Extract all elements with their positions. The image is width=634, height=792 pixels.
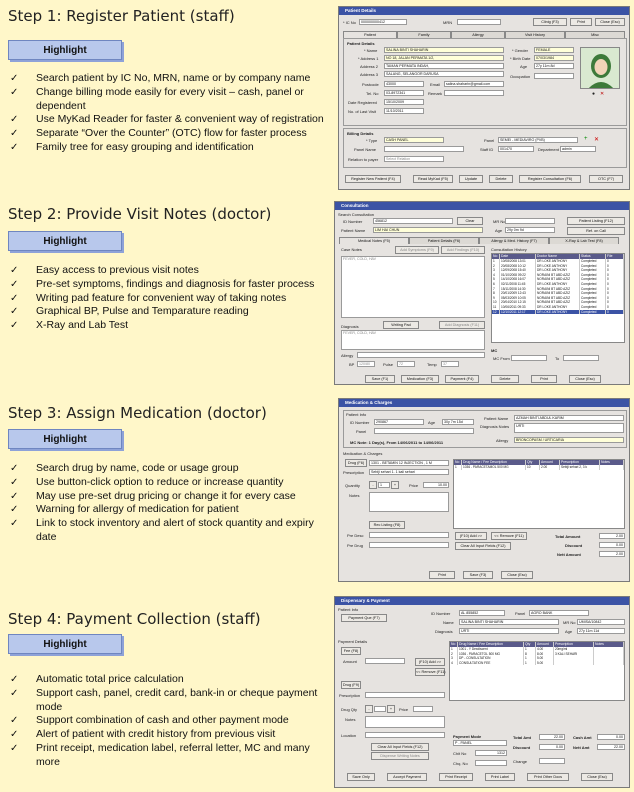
consultation-history-table: No Date Doctor Name Status File 1 10/08/2008 13:01 DR LOKE ANTHONY Completed 0 2 20/08/2008 10:12 DR LOKE ANTHONY Completed 0 3 12/09/2008 15:40 DR LOKE ANTHONY Completed 0 4 01/10/2008 09:22 NORAINI BT ABD AZIZ Completed 0 5 14/10/2008 16:07 NORAINI BT ABD AZIZ Completed 0 6 02/11/2008 11:45 DR LOKE ANTHONY Completed 0 7 15/11/2008 14:30 NORAINI BT ABD AZIZ Completed 0 8 20/01/2009 12:43 NORAINI BT ABD AZIZ Completed 0 9 05/03/2009 10:05 NORAINI BT ABD AZIZ Completed 0 10 20/04/2010 12:15 NORAINI BT ABD AZIZ Completed 0 11 10/06/2011 09:33 DR LOKE ANTHONY Completed 0 12 12/10/2011 12:17 DR LOKE ANTHONY Completed 0 [491, 253, 625, 343]
allergy-field [357, 352, 485, 358]
add-symptoms-button[interactable]: Add Symptoms (F9) [395, 246, 439, 254]
check-icon: ✓ [10, 278, 19, 290]
payment-items-table: No Drug Name / Fee Description Qty Amount Prescription Notes 1 1001 - Y Dexdiscent 1 4.00 20mg/ml 2 1036 - PARACETOL 500 MG 8 8.00 3 KALI SEHARI 3 DP - CONSULTATION 1 5.00 4 CONSULTATION FEE 1 5.00 [449, 641, 625, 701]
address2-input[interactable]: TAMAN PERMATA INDAH, [384, 63, 504, 69]
diagnosis-textarea[interactable]: FEVER, COLD, HAV [341, 330, 485, 350]
list-item: ✓ Support combination of cash and other payment mode [10, 714, 289, 727]
tel-input[interactable]: 03-8972341 [384, 90, 424, 96]
remove-button[interactable]: << Remove (F11) [416, 670, 446, 674]
check-icon: ✓ [10, 687, 19, 699]
diagnosis-field: URTI [459, 628, 559, 634]
print-button[interactable]: Print [570, 18, 592, 26]
list-item: ✓ Change billing mode easily for every visit – cash, panel or dependent [10, 85, 304, 112]
close-button[interactable]: Close (Esc) [581, 773, 613, 781]
clear-button[interactable]: Clear [457, 217, 483, 225]
cheque-no-input[interactable] [475, 760, 507, 766]
read-mykad-button[interactable]: Read MyKad (F5) [413, 175, 453, 183]
otc-button[interactable]: OTC (F7) [589, 175, 623, 183]
close-button[interactable]: Close (Esc) [569, 375, 601, 383]
allergy-field: BRONCOPASM / URTICARIA [514, 437, 624, 443]
date-registered-field: 15/10/2009 [384, 99, 424, 105]
delete-button[interactable]: Delete [489, 175, 513, 183]
patient-name-input[interactable]: LIM HAI CHUN [373, 227, 483, 233]
add-diagnosis-button[interactable]: Add Diagnosis (F11) [439, 321, 485, 329]
window-title: Consultation [335, 202, 629, 210]
writing-pad-button[interactable]: Writing Pad [383, 321, 419, 329]
drug-button[interactable]: Drug (F9) [342, 683, 360, 687]
step1-title: Step 1: Register Patient (staff) [8, 7, 235, 25]
panel-field: AGRO BANK [529, 610, 589, 616]
remove-button[interactable]: << Remove (F11) [491, 532, 527, 540]
total-amount-field: 2.00 [599, 533, 625, 539]
change-field [539, 758, 565, 764]
ref-on-call-button[interactable]: Ref. on Call [567, 227, 625, 235]
tab-allergy-history[interactable]: Allergy & Med. History (F7) [479, 237, 549, 244]
list-item: ✓ Graphical BP, Pulse and Temparature reading [10, 305, 249, 318]
discount-input[interactable]: 0.00 [599, 542, 625, 548]
table-row[interactable]: 4 CONSULTATION FEE 1 5.00 [450, 661, 624, 666]
list-item: ✓ Link to stock inventory and alert of stock quantity and expiry date [10, 517, 314, 543]
price-input[interactable]: 10.00 [423, 482, 449, 488]
medication-table: No Drug Name / Fee Description Qty Amount Prescription Notes 1 1036 - PARACETAMOL 500 MG 10 2.00 Sebiji sehari 2, 3 k [453, 459, 625, 529]
list-item: ✓ Easy access to previous visit notes [10, 264, 199, 276]
patient-name-field: SALINA BINTI SHAHARIN [459, 619, 559, 625]
check-icon: ✓ [10, 292, 19, 304]
list-item: ✓ Search patient by IC No, MRN, name or by company name [10, 72, 311, 84]
list-item: ✓ Print receipt, medication label, referral letter, MC and many more [10, 741, 310, 768]
register-consultation-button[interactable]: Register Consultation (F6) [519, 175, 581, 183]
prescription-input[interactable]: Sebiji sehari 1. 1 kali sehari [369, 469, 449, 475]
id-number-input[interactable]: 456812 [373, 218, 453, 224]
tab-family[interactable]: Family [397, 31, 451, 38]
check-icon: ✓ [10, 463, 19, 474]
remark-input[interactable] [444, 90, 504, 96]
increase-qty-button[interactable]: + [387, 705, 395, 713]
step2-title: Step 2: Provide Visit Notes (doctor) [8, 205, 272, 223]
table-row[interactable]: 1 1001 - Y Dexdiscent 1 4.00 20mg/ml [450, 647, 624, 652]
list-item: ✓ Writing pad feature for convenient way of taking notes [10, 291, 287, 304]
address3-input[interactable]: SALANG, SELANGOR DARUSA [384, 71, 504, 77]
list-item: ✓ Use button-click option to reduce or increase quantity [10, 475, 284, 488]
rec-listing-button[interactable]: Rec Listing (F8) [369, 521, 405, 529]
address1-input[interactable]: NO 18, JALAN PERMATA 1/2, [384, 55, 504, 61]
mc-from-date[interactable] [511, 355, 547, 361]
check-icon: ✓ [10, 320, 19, 332]
last-visit-field: 11/10/2011 [384, 108, 424, 114]
check-icon: ✓ [10, 674, 19, 685]
table-row[interactable]: 12 12/10/2011 12:17 DR LOKE ANTHONY Completed 0 [492, 310, 624, 315]
fee-amount-input[interactable] [365, 658, 405, 664]
payment-window: Dispensary & Payment Patient Info Payment Que (F7) ID Number AL 855852 Panel AGRO BANK Name SALINA BINTI SHAHARIN MR No UMISA/10842 Diagnosis URTI Age 27y 11m 11d Payment Details Fee (F8) Amount (F10) Add >> << Remove (F11) Drug (F9) Prescription Drug Qty - + Price Notes Location Clear All Input Fields (F12) Dispense Writing Notes No Drug Name / Fee Description Qty Amount Prescription Notes 1 1001 - Y Dexdiscent 1 4.00 20mg/ml 2 1036 - PARACETOL 500 MG 8 8.00 3 KALI SEHARI 3 DP - CONSULTATION 1 5.00 4 CONSULTATION FEE 1 5.00 Payment Mode P - PANEL Chit No 1312 Chq. No Total Amt 22.00 Discount 0.00 Change Cash Amt 0.00 Nett Amt 22.00 Save Only Accept Payment Print Receipt Print Label Print Other Docs Close (Esc) [334, 596, 630, 788]
panel-name-input[interactable] [384, 146, 464, 152]
diagnosis-field: URTI [514, 423, 624, 433]
id-number-field: AL 855852 [459, 610, 505, 616]
add-button[interactable]: (F10) Add >> [415, 658, 445, 666]
remove-panel-icon[interactable]: ✕ [594, 137, 600, 143]
medication-button[interactable]: Medication (F3) [401, 375, 439, 383]
postcode-input[interactable]: 43000 [384, 81, 424, 87]
payment-mode-select[interactable]: P - PANEL [453, 740, 507, 746]
list-item: ✓ Pre-set symptoms, findings and diagnosis for faster process [10, 277, 315, 290]
list-item: ✓ Family tree for easy grouping and identification [10, 140, 254, 153]
print-receipt-button[interactable]: Print Receipt [439, 773, 473, 781]
check-icon: ✓ [10, 265, 19, 276]
accept-payment-button[interactable]: Accept Payment [387, 773, 427, 781]
tab-xray-lab[interactable]: X-Ray & Lab Test (F8) [549, 237, 619, 244]
birth-date-input[interactable]: 07/03/1984 [534, 55, 574, 61]
print-button[interactable]: Print [531, 375, 557, 383]
email-input[interactable]: salina.shaharin@gmail.com [444, 81, 504, 87]
tab-misc[interactable]: Misc [565, 31, 625, 38]
mc-to-date[interactable] [563, 355, 599, 361]
table-row[interactable]: 10 20/04/2010 12:15 NORAINI BT ABD AZIZ Completed 0 [492, 300, 624, 305]
table-row[interactable]: 6 02/11/2008 11:45 DR LOKE ANTHONY Completed 0 [492, 282, 624, 287]
window-title: Dispensary & Payment [335, 597, 629, 605]
table-row[interactable]: 7 15/11/2008 14:30 NORAINI BT ABD AZIZ Completed 0 [492, 287, 624, 292]
list-item: ✓ Separate “Over the Counter” (OTC) flow for faster process [10, 127, 307, 140]
step4-bullet-list [10, 673, 330, 770]
step1-highlight-badge: Highlight [8, 40, 122, 60]
step3-bullet-list [10, 462, 330, 545]
billing-details-group: Billing Details * Type CASH PANEL Panel SEMEI - MEDIAVIRO (PVB) + ✕ Panel Name Staff ID 001470 Department admin Relation to payer Select Relation [343, 128, 627, 168]
table-row[interactable]: 3 12/09/2008 15:40 DR LOKE ANTHONY Completed 0 [492, 268, 624, 273]
check-icon: ✓ [10, 715, 19, 727]
list-item: ✓ Search drug by name, code or usage group [10, 462, 239, 474]
check-icon: ✓ [10, 306, 19, 318]
patient-info-group: Patient Info ID Number 290867 Age 30y 7m 15d Panel Patient Name AZMAH BINTI ABDUL KARIM Diagnosis Notes URTI MC Note: 1 Day(s), From 14/06/2011 to 14/06/2011 Allergy BRONCOPASM / URTICARIA [343, 410, 627, 448]
clinig-button[interactable]: Clinig (F3) [533, 18, 567, 26]
save-button[interactable]: Save (F3) [463, 571, 493, 579]
total-amount-field: 22.00 [539, 734, 565, 740]
decrease-qty-button[interactable]: - [369, 481, 377, 489]
case-notes-textarea[interactable]: FEVER, COLD, HAV [341, 256, 485, 318]
discount-input[interactable]: 0.00 [539, 744, 565, 750]
table-row[interactable]: 4 01/10/2008 09:22 NORAINI BT ABD AZIZ Completed 0 [492, 273, 624, 278]
age-field: 27y 11m 11d [577, 628, 625, 634]
check-icon: ✓ [10, 73, 19, 84]
check-icon: ✓ [10, 114, 19, 126]
tab-patient-details[interactable]: Patient Details (F6) [409, 237, 479, 244]
patient-details-window: Patient Details * IC No 000000000412 MRN Clinig (F3) Print Close (Esc) Patient Family Allergy Visit History Misc Patient Details * Name SALINA BINTI SHAHARIN * Address 1 NO 18, JALAN PERMATA 1/2, Address 2 TAMAN PERMATA INDAH, Address 3 SALANG, SELANGOR DARUSA Postcode 43000 Email salina.shaharin@gmail.com Tel. No 03-8972341 Remark Date Registered 15/10/2009 No. of Last Visit 11/10/2011 * Gender FEMALE * Birth Date 07/03/1984 Age 27y 11m 8d Occupation ● ✕ Billing Details * Type CASH PANEL Panel SEMEI - MEDIAVIRO (PVB) + ✕ Panel Name Staff ID 001470 Department admin Relation to payer Select Relation Register New Patient (F4) Read MyKad (F5) Update Delete Register Consultation (F6) OTC (F7) [338, 6, 630, 190]
age-field: 30y 7m 15d [442, 419, 474, 425]
temp-input[interactable]: 37 [441, 361, 459, 367]
step2-highlight-badge: Highlight [8, 231, 122, 251]
add-findings-button[interactable]: Add Findings (F10) [441, 246, 485, 254]
mrn-input[interactable] [457, 19, 501, 25]
consultation-window: Consultation Search Consultation ID Number 456812 Clear MR No Patient Name LIM HAI CHUN Age 29y 0m 9d Patient Listing (F12) Ref. on Call Medical Notes (F5) Patient Details (F6) Allergy & Med. History (F7) X-Ray & Lab Test (F8) Case Notes Add Symptoms (F9) Add Findings (F10) FEVER, COLD, HAV Writing Pad Add Diagnosis (F11) Diagnosis FEVER, COLD, HAV Allergy BP 120/80 Pulse 72 Temp 37 Consultation History No Date Doctor Name Status File 1 10/08/2008 13:01 DR LOKE ANTHONY Completed 0 2 20/08/2008 10:12 DR LOKE ANTHONY Completed 0 3 12/09/2008 15:40 DR LOKE ANTHONY Completed 0 4 01/10/2008 09:22 NORAINI BT ABD AZIZ Completed 0 5 14/10/2008 16:07 NORAINI BT ABD AZIZ Completed 0 6 02/11/2008 11:45 DR LOKE ANTHONY Completed 0 7 15/11/2008 14:30 NORAINI BT ABD AZIZ Completed 0 8 20/01/2009 12:43 NORAINI BT ABD AZIZ Completed 0 9 05/03/2009 10:05 NORAINI BT ABD AZIZ Completed 0 10 20/04/2010 12:15 NORAINI BT ABD AZIZ Completed 0 11 10/06/2011 09:33 DR LOKE ANTHONY Completed 0 12 12/10/2011 12:17 DR LOKE ANTHONY Completed 0 MC MC From To Save (F1) Medication (F3) Payment (F4) Delete Print Close (Esc) [334, 201, 630, 385]
gender-select[interactable]: FEMALE [534, 47, 574, 53]
fee-button[interactable]: Fee (F8) [341, 647, 361, 655]
close-button[interactable]: Close (Esc) [595, 18, 625, 26]
id-number-field: 290867 [374, 419, 424, 425]
step3-title: Step 3: Assign Medication (doctor) [8, 404, 267, 422]
medication-window: Medication & Charges Patient Info ID Number 290867 Age 30y 7m 15d Panel Patient Name AZMAH BINTI ABDUL KARIM Diagnosis Notes URTI MC Note: 1 Day(s), From 14/06/2011 to 14/06/2011 Allergy BRONCOPASM / URTICARIA Medication & Charges Drug (F6) 1301 - BETAMIN 12 INJECTION , 1 M Prescription Sebiji sehari 1. 1 kali sehari Quantity - 1 + Price 10.00 Notes Rec Listing (F8) No Drug Name / Fee Description Qty Amount Prescription Notes 1 1036 - PARACETAMOL 500 MG 10 2.00 Sebiji sehari 2, 3 k Pre Desc Pre Drug (F10) Add >> << Remove (F11) Clear All Input Fields (F12) Total Amount 2.00 Discount 0.00 Nett Amount 2.00 Print Save (F3) Close (Esc) [338, 398, 630, 582]
clear-all-button[interactable]: Clear All Input Fields (F12) [371, 743, 429, 751]
patient-details-group: Patient Details * Name SALINA BINTI SHAHARIN * Address 1 NO 18, JALAN PERMATA 1/2, Address 2 TAMAN PERMATA INDAH, Address 3 SALANG, SELANGOR DARUSA Postcode 43000 Email salina.shaharin@gmail.com Tel. No 03-8972341 Remark Date Registered 15/10/2009 No. of Last Visit 11/10/2011 * Gender FEMALE * Birth Date 07/03/1984 Age 27y 11m 8d Occupation ● ✕ [343, 38, 627, 126]
drug-select[interactable]: 1301 - BETAMIN 12 INJECTION , 1 M [369, 460, 449, 466]
ic-number-input[interactable]: 000000000412 [359, 19, 407, 25]
check-icon: ✓ [10, 742, 19, 754]
table-row[interactable]: 5 14/10/2008 16:07 NORAINI BT ABD AZIZ Completed 0 [492, 277, 624, 282]
payment-button[interactable]: Payment (F4) [445, 375, 479, 383]
save-only-button[interactable]: Save Only [347, 773, 375, 781]
panel-field [374, 428, 474, 434]
list-item: ✓ Support cash, panel, credit card, bank-in or cheque payment mode [10, 686, 318, 713]
patient-photo-image [581, 48, 620, 89]
save-button[interactable]: Save (F1) [365, 375, 395, 383]
patient-photo [580, 47, 620, 89]
table-row[interactable]: 2 20/08/2008 10:12 DR LOKE ANTHONY Completed 0 [492, 264, 624, 269]
tab-medical-notes[interactable]: Medical Notes (F5) [339, 237, 409, 244]
step1-bullet-list [10, 72, 330, 155]
step3-highlight-badge: Highlight [8, 429, 122, 449]
list-item: ✓ Alert of patient with credit history from previous visit [10, 728, 276, 741]
window-title: Medication & Charges [339, 399, 629, 407]
patient-name-field: AZMAH BINTI ABDUL KARIM [514, 415, 624, 421]
age-field: 29y 0m 9d [505, 227, 555, 233]
clear-all-button[interactable]: Clear All Input Fields (F12) [455, 542, 511, 550]
table-row[interactable]: 1 1036 - PARACETAMOL 500 MG 10 2.00 Sebiji sehari 2, 3 k [454, 465, 624, 470]
table-row[interactable]: 8 20/01/2009 12:43 NORAINI BT ABD AZIZ Completed 0 [492, 291, 624, 296]
table-row[interactable]: 2 1036 - PARACETOL 500 MG 8 8.00 3 KALI SEHARI [450, 652, 624, 657]
window-title: Patient Details [339, 7, 629, 15]
close-button[interactable]: Close (Esc) [501, 571, 533, 579]
table-row[interactable]: 3 DP - CONSULTATION 1 5.00 [450, 656, 624, 661]
nett-amount-field: 2.00 [599, 551, 625, 557]
payment-queue-button[interactable]: Payment Que (F7) [341, 614, 387, 622]
add-button[interactable]: (F10) Add >> [455, 532, 487, 540]
table-row[interactable]: 11 10/06/2011 09:33 DR LOKE ANTHONY Completed 0 [492, 305, 624, 310]
cash-amount-input[interactable]: 0.00 [597, 734, 625, 740]
pre-desc-input[interactable] [369, 532, 449, 538]
check-icon: ✓ [10, 490, 19, 502]
tab-allergy[interactable]: Allergy [451, 31, 505, 38]
add-panel-icon[interactable]: + [584, 136, 588, 142]
quantity-input[interactable]: 1 [378, 482, 390, 488]
delete-button[interactable]: Delete [491, 375, 519, 383]
panel-select[interactable]: SEMEI - MEDIAVIRO (PVB) [498, 137, 578, 143]
mrn-input[interactable] [505, 218, 555, 224]
location-input[interactable] [365, 732, 445, 738]
table-row[interactable]: 1 10/08/2008 13:01 DR LOKE ANTHONY Completed 0 [492, 259, 624, 264]
drug-qty-input[interactable] [374, 706, 386, 712]
prescription-input[interactable] [365, 692, 445, 698]
camera-icon[interactable]: ● [592, 91, 596, 97]
decrease-qty-button[interactable]: - [365, 705, 373, 713]
print-other-docs-button[interactable]: Print Other Docs [527, 773, 569, 781]
age-field: 27y 11m 8d [534, 63, 574, 69]
list-item: ✓ Use MyKad Reader for faster & convenient way of registration [10, 113, 324, 126]
check-icon: ✓ [10, 128, 19, 140]
tab-patient[interactable]: Patient [343, 31, 397, 38]
list-item: ✓ Automatic total price calculation [10, 673, 184, 685]
staff-id-input[interactable]: 001470 [498, 146, 534, 152]
table-row[interactable]: 9 05/03/2009 10:05 NORAINI BT ABD AZIZ Completed 0 [492, 296, 624, 301]
chit-no-input[interactable]: 1312 [475, 750, 507, 756]
step4-highlight-badge: Highlight [8, 634, 122, 654]
print-button[interactable]: Print [429, 571, 455, 579]
dispense-writing-notes-button[interactable]: Dispense Writing Notes [371, 752, 429, 760]
bp-input[interactable]: 120/80 [357, 361, 375, 367]
delete-photo-icon[interactable]: ✕ [600, 91, 605, 97]
list-item: ✓ X-Ray and Lab Test [10, 319, 129, 332]
list-item: ✓ May use pre-set drug pricing or change it for every case [10, 489, 296, 502]
price-input[interactable] [413, 706, 433, 712]
print-label-button[interactable]: Print Label [485, 773, 515, 781]
register-new-patient-button[interactable]: Register New Patient (F4) [345, 175, 401, 183]
check-icon: ✓ [10, 86, 19, 98]
billing-type-select[interactable]: CASH PANEL [384, 137, 444, 143]
list-item: ✓ Warning for allergy of medication for patient [10, 503, 239, 516]
check-icon: ✓ [10, 729, 19, 741]
department-input[interactable]: admin [560, 146, 596, 152]
increase-qty-button[interactable]: + [391, 481, 399, 489]
step4-title: Step 4: Payment Collection (staff) [8, 610, 261, 628]
relation-select[interactable]: Select Relation [384, 156, 444, 162]
notes-input[interactable] [365, 716, 445, 728]
pre-drug-input[interactable] [369, 542, 449, 548]
patient-listing-button[interactable]: Patient Listing (F12) [567, 217, 625, 225]
check-icon: ✓ [10, 476, 19, 488]
check-icon: ✓ [10, 504, 19, 516]
notes-input[interactable] [369, 492, 449, 512]
check-icon: ✓ [10, 518, 19, 530]
nett-amount-field: 22.00 [597, 744, 625, 750]
mrn-field: UMISA/10842 [577, 619, 625, 625]
update-button[interactable]: Update [459, 175, 483, 183]
patient-name-input[interactable]: SALINA BINTI SHAHARIN [384, 47, 504, 53]
pulse-input[interactable]: 72 [397, 361, 415, 367]
occupation-input[interactable] [534, 73, 574, 79]
drug-button[interactable]: Drug (F6) [345, 459, 367, 467]
step2-bullet-list [10, 264, 330, 333]
check-icon: ✓ [10, 141, 19, 153]
tab-visit-history[interactable]: Visit History [505, 31, 565, 38]
